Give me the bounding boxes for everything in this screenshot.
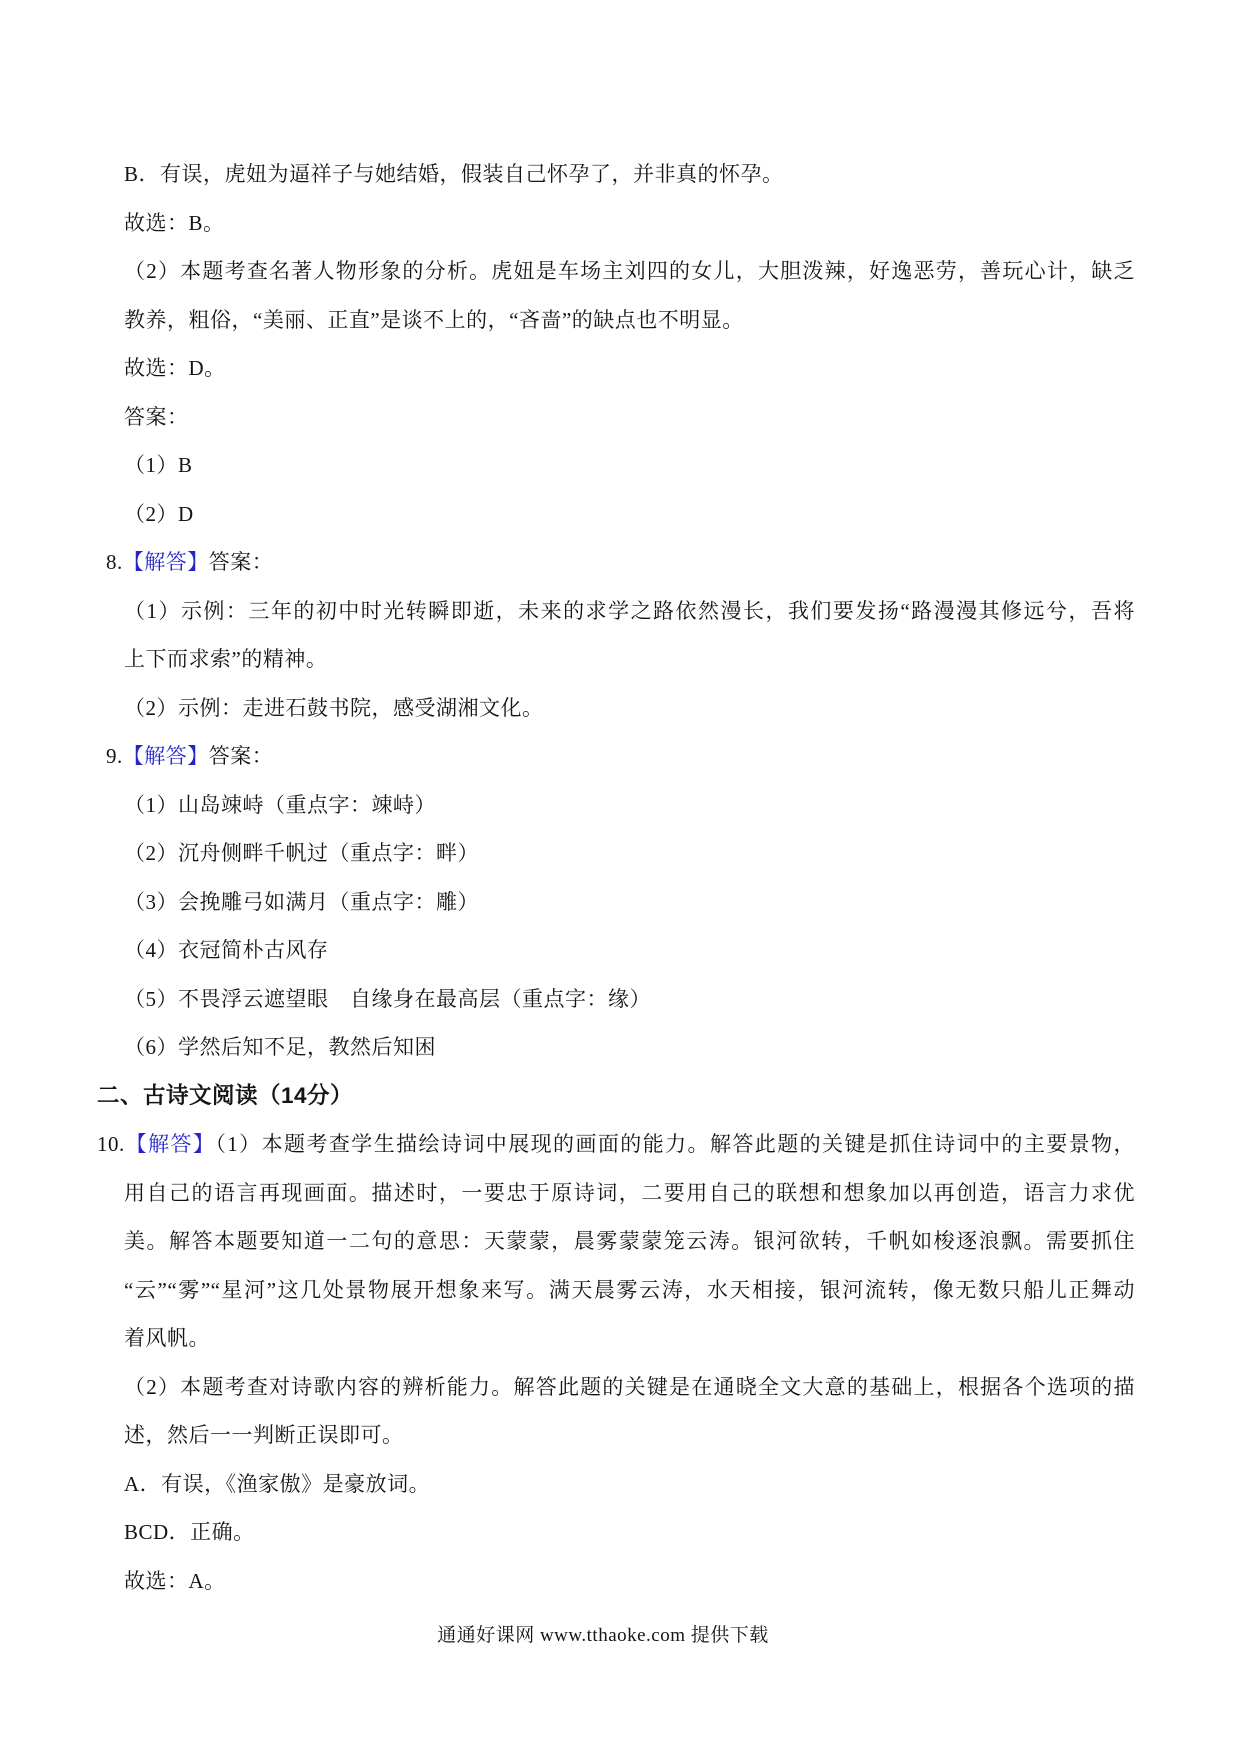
text-line (124, 1460, 1135, 1509)
text-segment: 上下而求索”的精神。 (124, 647, 328, 671)
answer-text-block (0, 150, 1240, 1605)
text-segment: （1）本题考查学生描绘诗词中展现的画面的能力。解答此题的关键是抓住诗词中的主要景物， (215, 1132, 1135, 1156)
text-line (124, 829, 1135, 878)
text-segment: （1）山岛竦峙（重点字：竦峙） (124, 792, 436, 817)
footer-text: 通通好课网 www.tthaoke.com 提供下载 (437, 1625, 769, 1646)
text-line (124, 1411, 1135, 1460)
text-line (124, 1314, 1135, 1363)
text-segment: （1）B (124, 453, 193, 477)
text-segment: 故选：A。 (124, 1568, 226, 1593)
text-segment: “云”“雾”“星河”这几处景物展开想象来写。满天晨雾云涛，水天相接，银河流转，像无数只船儿正舞动 (124, 1277, 1135, 1302)
text-line (124, 1217, 1135, 1266)
text-segment: （1）示例：三年的初中时光转瞬即逝，未来的求学之路依然漫长，我们要发扬“路漫漫其修远兮，吾将 (124, 598, 1135, 623)
text-segment: A．有误，《渔家傲》是豪放词。 (124, 1471, 431, 1496)
text-segment: （6）学然后知不足，教然后知困 (124, 1035, 436, 1059)
text-segment: BCD．正确。 (124, 1520, 255, 1544)
text-segment: 教养，粗俗，“美丽、正直”是谈不上的，“吝啬”的缺点也不明显。 (124, 307, 744, 332)
answer-tag: 【解答】 (122, 550, 209, 574)
text-line (124, 926, 1135, 975)
text-line (124, 684, 1135, 733)
text-line (124, 635, 1135, 684)
text-segment: 用自己的语言再现画面。描述时，一要忠于原诗词，二要用自己的联想和想象加以再创造，语言力求优 (124, 1180, 1135, 1205)
text-line (124, 490, 1135, 539)
text-line (97, 1120, 1135, 1169)
text-segment: （2）沉舟侧畔千帆过（重点字：畔） (124, 841, 479, 865)
text-line (124, 1169, 1135, 1218)
text-segment: （2）本题考查对诗歌内容的辨析能力。解答此题的关键是在通晓全文大意的基础上，根据各个选项的描 (124, 1374, 1135, 1399)
text-segment: 美。解答本题要知道一二句的意思：天蒙蒙，晨雾蒙蒙笼云涛。银河欲转，千帆如梭逐浪飘。需要抓住 (124, 1229, 1135, 1253)
text-segment: 着风帆。 (124, 1326, 210, 1350)
text-segment: 答案： (208, 550, 274, 574)
text-line (124, 878, 1135, 927)
text-line (124, 1557, 1135, 1606)
item-number: 10. (97, 1132, 125, 1156)
answer-tag: 【解答】 (124, 1132, 216, 1156)
text-line (124, 1023, 1135, 1072)
text-segment: （4）衣冠简朴古风存 (124, 938, 329, 962)
text-segment: （2）示例：走进石鼓书院，感受湖湘文化。 (124, 695, 544, 720)
text-line (124, 393, 1135, 442)
text-line (124, 587, 1135, 636)
text-segment: （2）D (124, 501, 194, 526)
text-segment: 故选：D。 (124, 356, 226, 380)
text-line (124, 296, 1135, 345)
text-segment: （5）不畏浮云遮望眼 自缘身在最高层（重点字：缘） (124, 986, 651, 1011)
text-line (124, 1363, 1135, 1412)
text-segment: 答案： (208, 744, 274, 768)
text-line (124, 247, 1135, 296)
text-line (124, 199, 1135, 248)
text-segment: 故选：B。 (124, 210, 225, 235)
text-segment: 二、古诗文阅读（14分） (97, 1082, 354, 1108)
text-line (124, 781, 1135, 830)
text-line (106, 732, 1135, 781)
text-line (124, 344, 1135, 393)
text-line (124, 441, 1135, 490)
section-heading (97, 1072, 1240, 1121)
text-segment: （2）本题考查名著人物形象的分析。虎妞是车场主刘四的女儿，大胆泼辣，好逸恶劳，善玩心计，缺乏 (124, 259, 1135, 283)
text-line (106, 538, 1135, 587)
text-line (124, 1266, 1135, 1315)
item-number: 8. (106, 550, 123, 574)
text-line (124, 150, 1135, 199)
answer-tag: 【解答】 (122, 744, 209, 768)
text-line (124, 975, 1135, 1024)
text-line (124, 1508, 1135, 1557)
text-segment: 答案： (124, 404, 189, 429)
item-number: 9. (106, 744, 123, 768)
text-segment: B．有误，虎妞为逼祥子与她结婚，假装自己怀孕了，并非真的怀孕。 (124, 162, 784, 186)
text-segment: （3）会挽雕弓如满月（重点字：雕） (124, 889, 479, 914)
text-segment: 述，然后一一判断正误即可。 (124, 1423, 404, 1447)
